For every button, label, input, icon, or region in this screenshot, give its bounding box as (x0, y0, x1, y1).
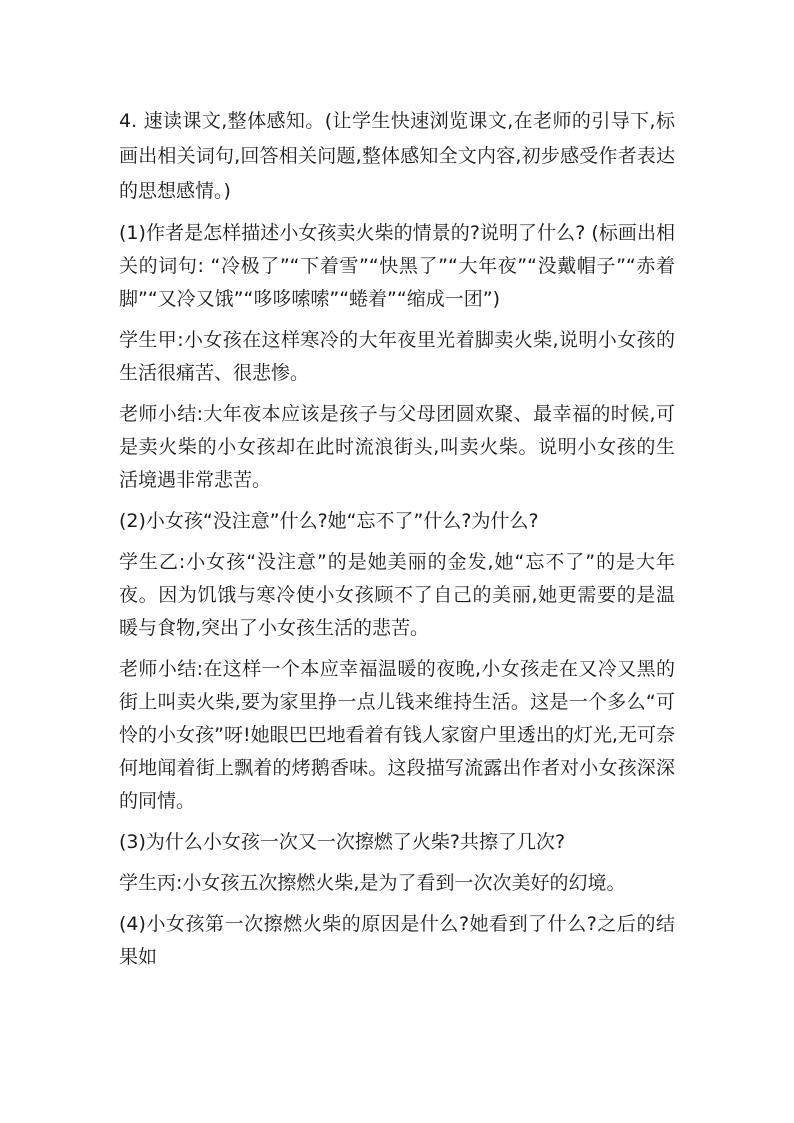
paragraph-teacher-summary-2: 老师小结:在这样一个本应幸福温暖的夜晚,小女孩走在又冷又黑的街上叫卖火柴,要为家里挣一点儿钱来维持生活。这是一个多么“可怜的小女孩”呀!她眼巴巴地看着有钱人家窗户里透出的灯光,无可奈何地闻着街上飘着的烤鹅香味。这段描写流露出作者对小女孩深深的同情。 (119, 658, 675, 812)
paragraph-question-4: (4)小女孩第一次擦燃火柴的原因是什么?她看到了什么?之后的结果如 (119, 913, 675, 968)
paragraph-question-3: (3)为什么小女孩一次又一次擦燃了火柴?共擦了几次? (119, 831, 566, 853)
paragraph-student-a-answer: 学生甲:小女孩在这样寒冷的大年夜里光着脚卖火柴,说明小女孩的生活很痛苦、很悲惨。 (119, 329, 675, 384)
paragraph-student-b-answer: 学生乙:小女孩“没注意”的是她美丽的金发,她“忘不了”的是大年夜。因为饥饿与寒冷使小女孩顾不了自己的美丽,她更需要的是温暖与食物,突出了小女孩生活的悲苦。 (119, 551, 675, 639)
paragraph-teacher-summary-1: 老师小结:大年夜本应该是孩子与父母团圆欢聚、最幸福的时候,可是卖火柴的小女孩却在此时流浪街头,叫卖火柴。说明小女孩的生活境遇非常悲苦。 (119, 403, 675, 491)
paragraph-question-1: (1)作者是怎样描述小女孩卖火柴的情景的?说明了什么? (标画出相关的词句: “冷极了”“下着雪”“快黑了”“大年夜”“没戴帽子”“赤着脚”“又冷又饿”“哆哆嗦嗦”“蜷着”“缩成一团”) (119, 222, 675, 310)
paragraph-reading-task: 4. 速读课文,整体感知。(让学生快速浏览课文,在老师的引导下,标画出相关词句,回答相关问题,整体感知全文内容,初步感受作者表达的思想感情。) (119, 110, 675, 202)
document-body (119, 104, 675, 974)
paragraph-student-c-answer: 学生丙:小女孩五次擦燃火柴,是为了看到一次次美好的幻境。 (119, 872, 626, 894)
paragraph-question-2: (2)小女孩“没注意”什么?她“忘不了”什么?为什么? (119, 510, 539, 532)
